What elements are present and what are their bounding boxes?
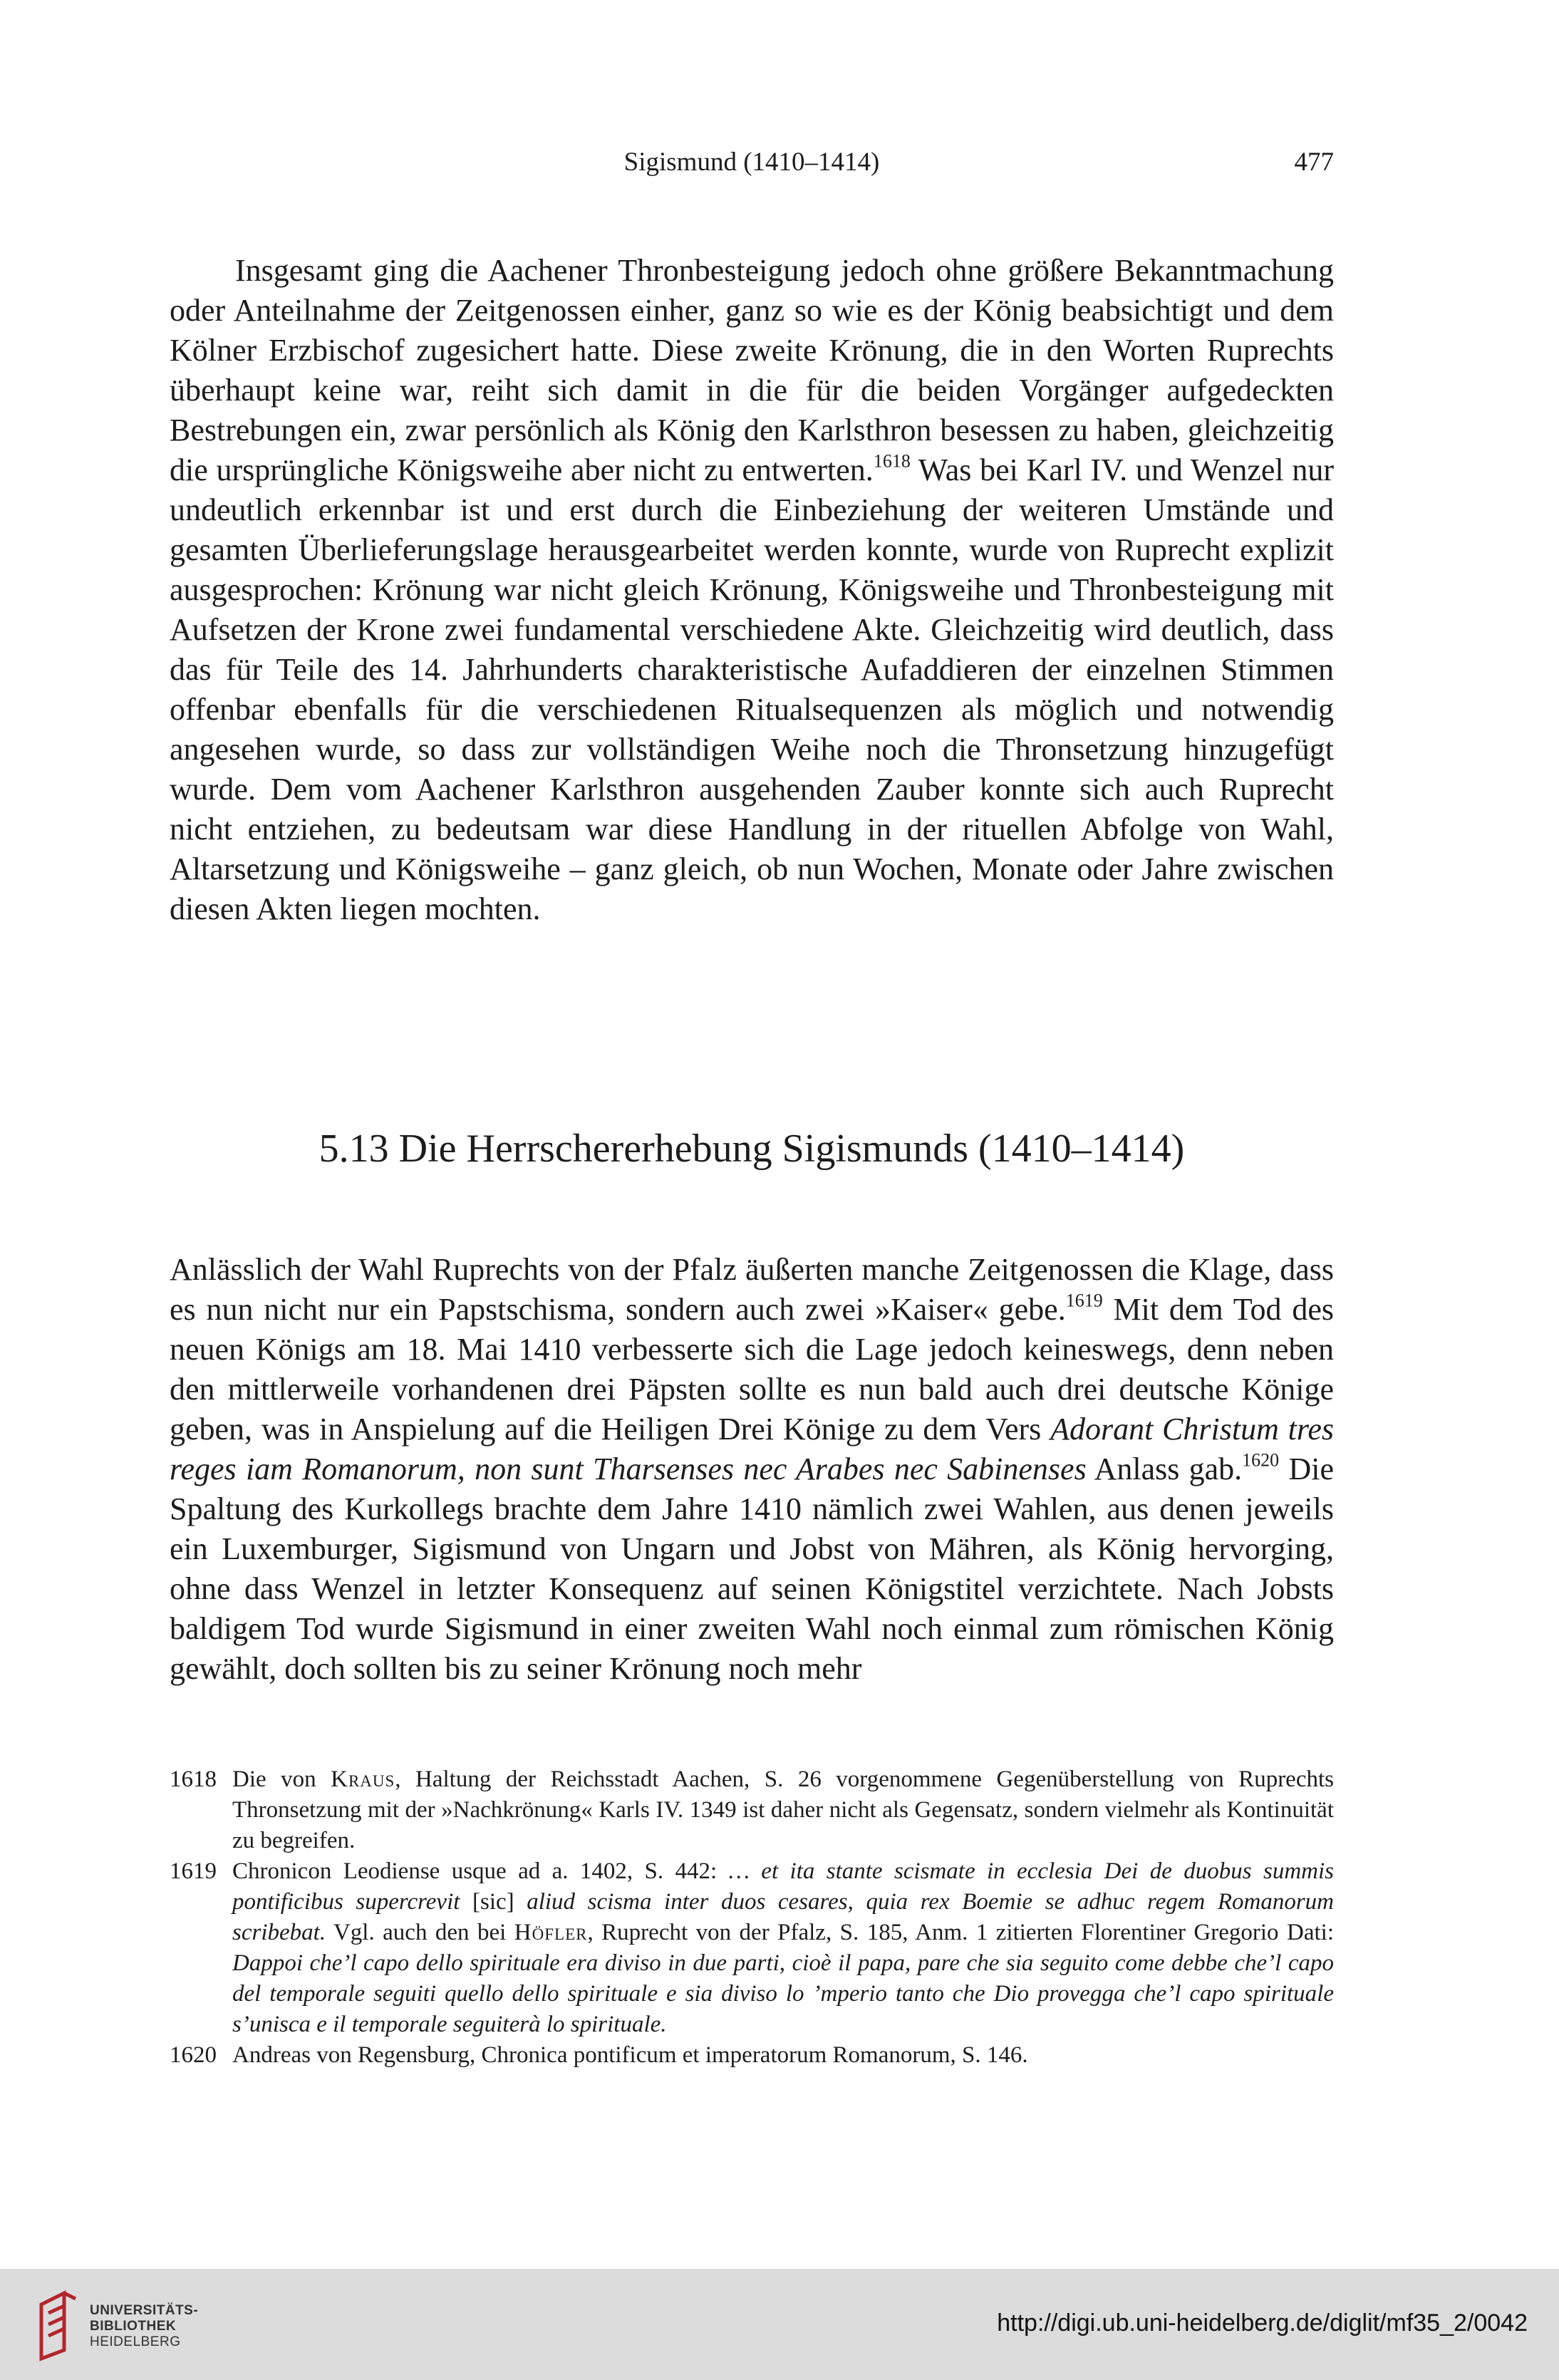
footnote-text: [232, 1856, 1334, 2040]
text-segment: Mit dem Tod des neuen Königs am 18. Mai 1410 verbesserte sich die Lage jedoch keineswegs, denn neben den mittlerweile vorhandenen drei Päpsten sollte es nun bald auch drei deutsche Könige geben, was in Anspielung auf die Heiligen Drei Könige zu dem Vers: [170, 1292, 1334, 1447]
latin-quote: … et ita stante scismate in ecclesia Dei de duobus summis pontificibus supercrevit: [232, 1858, 1334, 1915]
text-segment: Anlässlich der Wahl Ruprechts von der Pfalz äußerten manche Zeitgenossen die Klage, dass es nun nicht nur ein Papstschisma, sondern auch zwei »Kaiser« gebe.: [170, 1252, 1334, 1327]
text-segment: Chronicon Leodiense usque ad a. 1402, S. 442:: [232, 1858, 729, 1884]
footnote-number: 1618: [170, 1766, 217, 1792]
body-paragraph-2: [170, 1250, 1334, 1689]
body-paragraph-1: [170, 251, 1334, 929]
footnotes: [170, 1764, 1334, 2071]
library-line: BIBLIOTHEK: [90, 2319, 177, 2334]
text-segment: Die von: [232, 1766, 331, 1792]
library-line: HEIDELBERG: [90, 2334, 181, 2349]
library-name: [90, 2303, 198, 2350]
text-segment: Anlass gab.: [1086, 1452, 1243, 1486]
page-number: 477: [1294, 148, 1334, 177]
latin-quote: aliud scisma inter duos cesares, quia rex Boemie se adhuc regem Romanorum scribebat.: [232, 1889, 1334, 1945]
text-segment: [sic]: [460, 1889, 527, 1915]
author-name: Höfler: [514, 1920, 588, 1945]
footnote-1620: [170, 2040, 1334, 2071]
running-title: Sigismund (1410–1414): [623, 148, 880, 177]
running-header: [170, 141, 1334, 184]
footnote-text: Andreas von Regensburg, Chronica pontificum et imperatorum Romanorum, S. 146.: [232, 2042, 1028, 2068]
italian-quote: Dappoi che’l capo dello spirituale era diviso in due parti, cioè il papa, pare che sia seguito come debbe che’l capo del temporale seguiti quello dello spirituale e sia diviso lo ’mperio tanto che Dio provegga che’l capo spirituale s’unisca e il temporale seguiterà lo spirituale.: [232, 1950, 1334, 2037]
footer-bar: [0, 2269, 1559, 2380]
text-segment: Die Spaltung des Kurkollegs brachte dem Jahre 1410 nämlich zwei Wahlen, aus denen jeweils ein Luxemburger, Sigismund von Ungarn und Jobst von Mähren, als König hervorging, ohne dass Wenzel in letzter Konsequenz auf seinen Königstitel verzichtete. Nach Jobsts baldigem Tod wurde Sigismund in einer zweiten Wahl noch einmal zum römischen König gewählt, doch sollten bis zu seiner Krönung noch mehr: [170, 1452, 1334, 1686]
footnote-text: [232, 1764, 1334, 1856]
footnote-number: 1619: [170, 1858, 217, 1884]
text-segment: Was bei Karl IV. und Wenzel nur undeutlich erkennbar ist und erst durch die Einbeziehung der weiteren Umstände und gesamten Überlieferungslage herausgearbeitet werden konnte, wurde von Ruprecht explizit ausgesprochen: Krönung war nicht gleich Krönung, Königsweihe und Thronbesteigung mit Aufsetzen der Krone zwei fundamental verschiedene Akte. Gleichzeitig wird deutlich, dass das für Teile des 14. Jahrhunderts charakteristische Aufaddieren der einzelnen Stimmen offenbar ebenfalls für die verschiedenen Ritualsequenzen als möglich und notwendig angesehen wurde, so dass zur vollständigen Weihe noch die Thronsetzung hinzugefügt wurde. Dem vom Aachener Karlsthron ausgehenden Zauber konnte sich auch Ruprecht nicht entziehen, zu bedeutsam war diese Handlung in der rituellen Abfolge von Wahl, Altarsetzung und Königsweihe – ganz gleich, ob nun Wochen, Monate oder Jahre zwischen diesen Akten liegen mochten.: [170, 452, 1334, 926]
section-heading: 5.13 Die Herrschererhebung Sigismunds (1410–1414): [318, 1127, 1185, 1171]
text-segment: , Haltung der Reichsstadt Aachen, S. 26 vorgenommene Gegenüberstellung von Ruprechts Thronsetzung mit der »Nachkrönung« Karls IV. 1349 ist daher nicht als Gegensatz, sondern vielmehr als Kontinuität zu begreifen.: [232, 1766, 1334, 1853]
footnote-1619: [170, 1856, 1334, 2040]
text-segment: Insgesamt ging die Aachener Thronbesteigung jedoch ohne größere Bekanntmachung oder Anteilnahme der Zeitgenossen einher, ganz so wie es der König beabsichtigt und dem Kölner Erzbischof zugesichert hatte. Diese zweite Krönung, die in den Worten Ruprechts überhaupt keine war, reiht sich damit in die für die beiden Vorgänger aufgedeckten Bestrebungen ein, zwar persönlich als König den Karlsthron besessen zu haben, gleichzeitig die ursprüngliche Königsweihe aber nicht zu entwerten.: [170, 253, 1334, 487]
text-segment: Vgl. auch den bei: [326, 1920, 514, 1945]
footnote-1618: [170, 1764, 1334, 1856]
footnote-ref-1619[interactable]: 1619: [1065, 1290, 1103, 1311]
library-line: UNIVERSITÄTS-: [90, 2303, 199, 2318]
footnote-ref-1618[interactable]: 1618: [873, 450, 911, 472]
author-name: Kraus: [331, 1766, 395, 1792]
footnote-number: 1620: [170, 2042, 217, 2068]
text-segment: , Ruprecht von der Pfalz, S. 185, Anm. 1 zitierten Florentiner Gregorio Dati:: [587, 1920, 1334, 1945]
footnote-ref-1620[interactable]: 1620: [1242, 1449, 1280, 1471]
source-url-link[interactable]: http://digi.ub.uni-heidelberg.de/diglit/mf35_2/0042: [997, 2309, 1528, 2337]
latin-verse: Adorant Christum tres reges iam Romanorum, non sunt Tharsenses nec Arabes nec Sabinenses: [170, 1412, 1334, 1486]
